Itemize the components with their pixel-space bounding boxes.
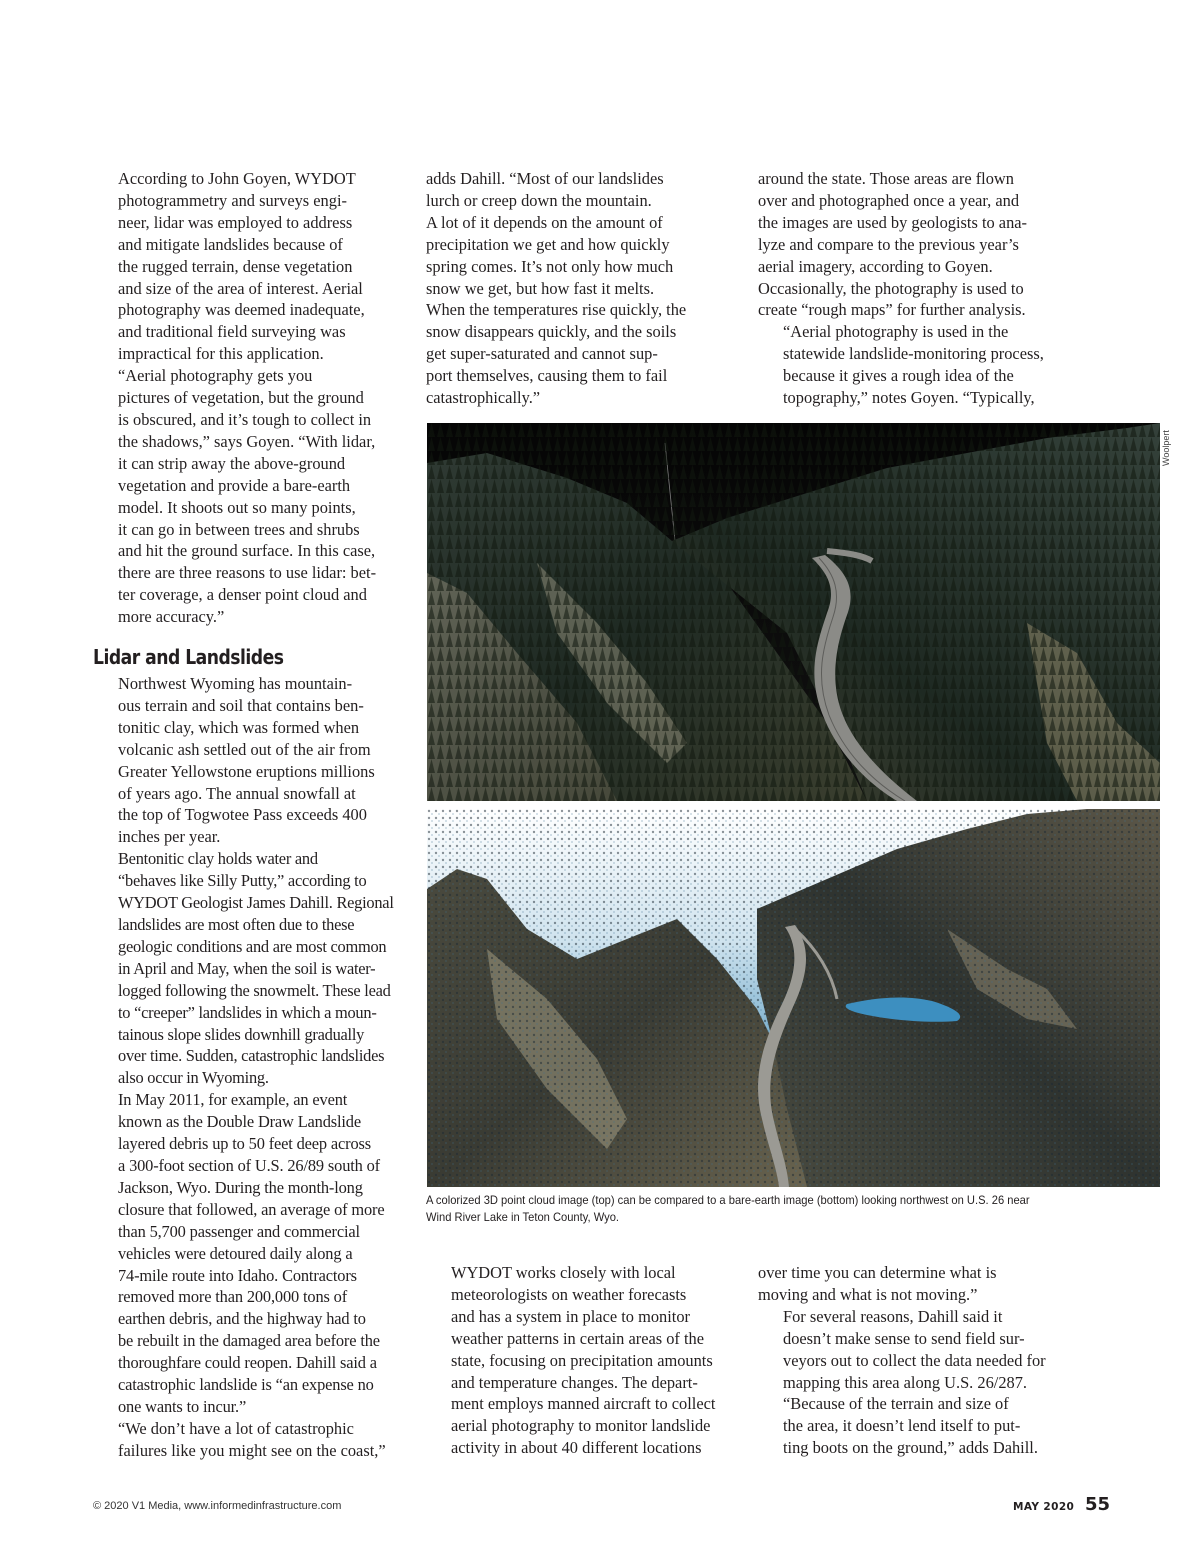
paragraph: For several reasons, Dahill said it doesn’t make sense to send field sur- veyors out to collect the data needed for mapping this area along U.S. 26/287.: [783, 1306, 1046, 1392]
paragraph: Bentonitic clay holds water and “behaves like Silly Putty,” according to WYDOT Geologist James Dahill. Regional landslides are most often due to these geologic conditions and are most common in April and May, when the soil is water- logged following the snowmelt. These lead to “creeper” landslides in which a moun- tainous slope slides downhill gradually over time. Sudden, catastrophic landslides also occur in Wyoming.: [118, 849, 394, 1088]
paragraph: WYDOT works closely with local meteorologists on weather forecasts and has a system in place to monitor weather patterns in certain areas of the state, focusing on precipitation amounts and temperature changes. The depart- ment employs manned aircraft to collect aerial photography to monitor landslide activity in about 40 different locations: [451, 1263, 716, 1458]
article-column-3-bottom: [758, 1262, 1068, 1459]
paragraph: Northwest Wyoming has mountain- ous terrain and soil that contains ben- tonitic clay, which was formed when volcanic ash settled out of the air from Greater Yellowstone eruptions millions of years ago. The annual snowfall at the top of Togwotee Pass exceeds 400 inches per year.: [118, 674, 375, 847]
paragraph: “Because of the terrain and size of the area, it doesn’t lend itself to put- ting boots on the ground,” adds Dahill.: [783, 1394, 1038, 1458]
paragraph: “We don’t have a lot of catastrophic failures like you might see on the coast,”: [118, 1418, 386, 1460]
paragraph: over time you can determine what is moving and what is not moving.”: [758, 1263, 997, 1304]
photo-credit: Woolpert: [1161, 430, 1171, 466]
article-column-3: [758, 168, 1068, 409]
page-number: 55: [1085, 1494, 1111, 1515]
paragraph: “Aerial photography gets you pictures of vegetation, but the ground is obscured, and it’s tough to collect in the shadows,” says Goyen. “With lidar, it can strip away the above-ground vegetation and provide a bare-earth model. It shoots out so many points, it can go in between trees and shrubs and hit the ground surface. In this case, there are three reasons to use lidar: bet- ter coverage, a denser point cloud and more accuracy.”: [118, 366, 377, 627]
figure-caption: A colorized 3D point cloud image (top) can be compared to a bare-earth image (bottom) looking northwest on U.S. 26 near Wind River Lake in Teton County, Wyo.: [426, 1193, 1030, 1224]
paragraph: In May 2011, for example, an event known as the Double Draw Landslide layered debris up to 50 feet deep across a 300-foot section of U.S. 26/89 south of Jackson, Wyo. During the month-long closure that followed, an average of more than 5,700 passenger and commercial vehicles were detoured daily along a 74-mile route into Idaho. Contractors removed more than 200,000 tons of earthen debris, and the highway had to be rebuilt in the damaged area before the thoroughfare could reopen. Dahill said a catastrophic landslide is “an expense no one wants to incur.”: [118, 1090, 385, 1416]
article-column-2-bottom: [426, 1262, 736, 1459]
copyright-footer: © 2020 V1 Media, www.informedinfrastructure.com: [93, 1500, 342, 1512]
paragraph: around the state. Those areas are flown over and photographed once a year, and the images are used by geologists to ana- lyze and compare to the previous year’s aerial imagery, according to Goyen. Occasionally, the photography is used to create “rough maps” for further analysis.: [758, 169, 1028, 320]
article-column-2: [426, 168, 736, 409]
bare-earth-image: [427, 809, 1160, 1187]
article-column-1: [93, 168, 405, 1462]
paragraph: adds Dahill. “Most of our landslides lurch or creep down the mountain. A lot of it depends on the amount of precipitation we get and how quickly spring comes. It’s not only how much snow we get, but how fast it melts. When the temperatures rise quickly, the snow disappears quickly, and the soils get super-saturated and cannot sup- port themselves, causing them to fail catastrophically.”: [426, 169, 687, 408]
point-cloud-image: [427, 423, 1160, 801]
bare-earth-illustration: [427, 809, 1160, 1187]
paragraph: “Aerial photography is used in the statewide landslide-monitoring process, because it gives a rough idea of the topography,” notes Goyen. “Typically,: [783, 322, 1044, 408]
point-cloud-illustration: [427, 423, 1160, 801]
paragraph: According to John Goyen, WYDOT photogrammetry and surveys engi- neer, lidar was employed to address and mitigate landslides because of the rugged terrain, dense vegetation and size of the area of interest. Aerial photography was deemed inadequate, and traditional field surveying was impractical for this application.: [118, 169, 365, 364]
section-subhead: Lidar and Landslides: [93, 645, 284, 670]
issue-date: MAY 2020: [1013, 1501, 1075, 1513]
